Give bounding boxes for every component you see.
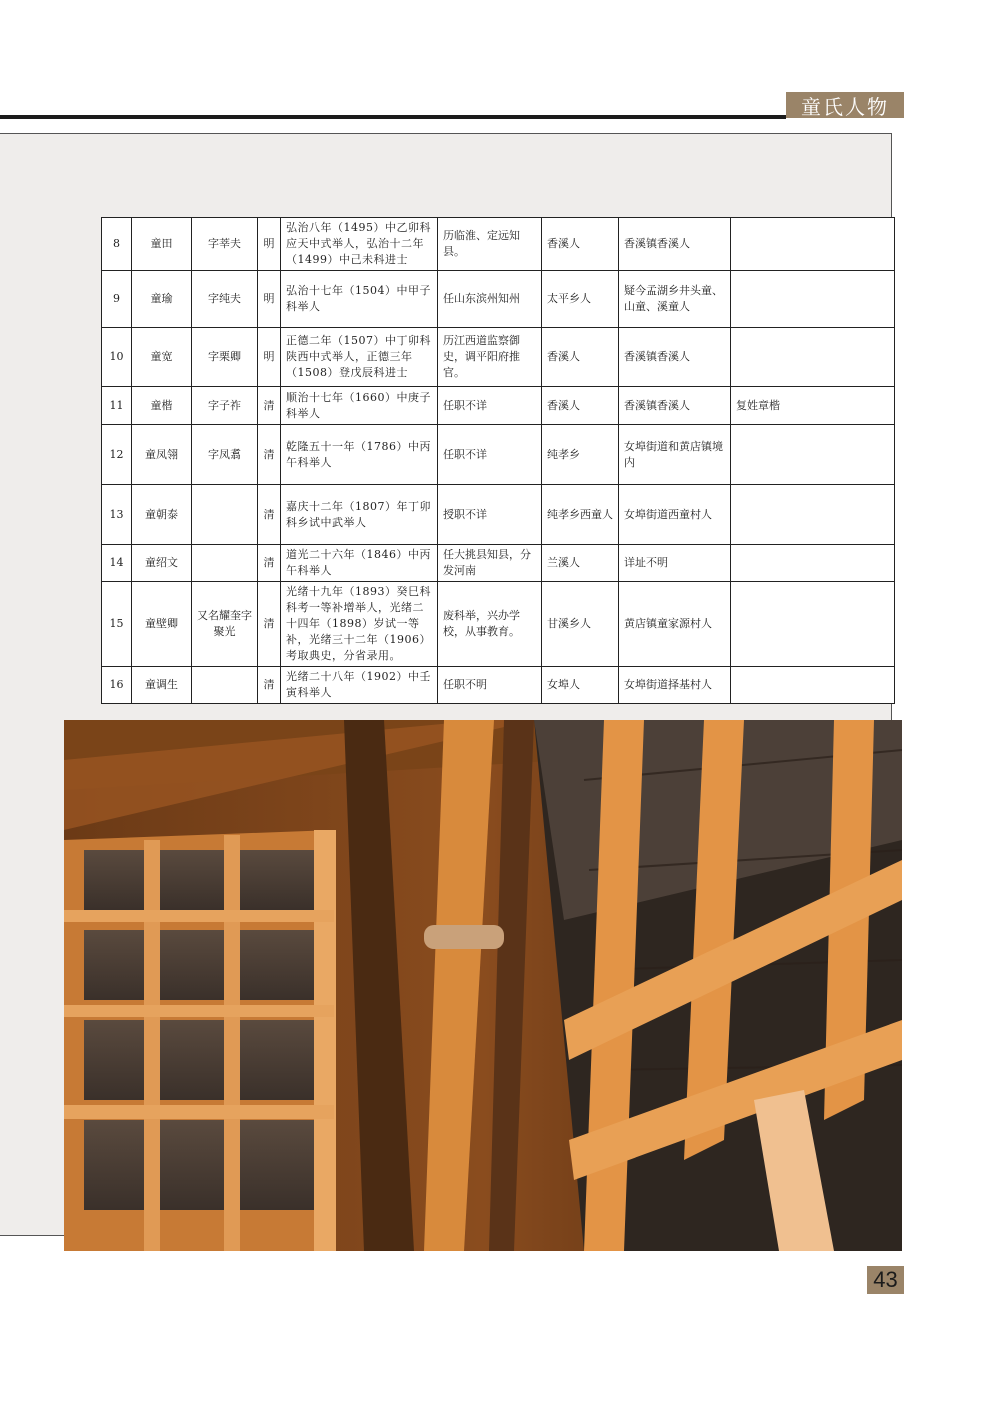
table-row [102, 545, 895, 582]
cell-now: 香溪镇香溪人 [619, 328, 731, 387]
cell-dynasty: 清 [258, 667, 281, 704]
woodblock-shelves-illustration [64, 720, 902, 1251]
cell-now: 女埠街道择基村人 [619, 667, 731, 704]
cell-note: 复姓章楷 [731, 387, 895, 425]
cell-dynasty: 明 [258, 218, 281, 271]
cell-zi [192, 667, 258, 704]
cell-office: 任职不详 [438, 387, 542, 425]
table-row [102, 582, 895, 667]
cell-achievement: 道光二十六年（1846）中丙午科举人 [281, 545, 438, 582]
cell-num: 12 [102, 425, 132, 485]
cell-dynasty: 清 [258, 387, 281, 425]
table-row [102, 271, 895, 328]
cell-note [731, 545, 895, 582]
cell-zi: 字凤翥 [192, 425, 258, 485]
table-row [102, 218, 895, 271]
cell-office: 废科举，兴办学校，从事教育。 [438, 582, 542, 667]
cell-now: 女埠街道西童村人 [619, 485, 731, 545]
cell-note [731, 218, 895, 271]
cell-now: 香溪镇香溪人 [619, 218, 731, 271]
cell-num: 15 [102, 582, 132, 667]
cell-office: 任山东滨州知州 [438, 271, 542, 328]
section-title: 童氏人物 [801, 94, 889, 119]
cell-achievement: 乾隆五十一年（1786）中丙午科举人 [281, 425, 438, 485]
cell-name: 童瑜 [132, 271, 192, 328]
cell-origin: 女埠人 [542, 667, 619, 704]
cell-dynasty: 清 [258, 582, 281, 667]
cell-num: 14 [102, 545, 132, 582]
cell-zi [192, 485, 258, 545]
table-row [102, 425, 895, 485]
cell-name: 童壁卿 [132, 582, 192, 667]
cell-dynasty: 明 [258, 328, 281, 387]
cell-now: 女埠街道和黄店镇境内 [619, 425, 731, 485]
cell-achievement: 嘉庆十二年（1807）年丁卯科乡试中武举人 [281, 485, 438, 545]
cell-office: 任职不详 [438, 425, 542, 485]
page-number-text: 43 [873, 1267, 898, 1292]
cell-num: 10 [102, 328, 132, 387]
cell-note [731, 425, 895, 485]
cell-zi [192, 545, 258, 582]
header-rule [0, 115, 786, 119]
cell-achievement: 弘治十七年（1504）中甲子科举人 [281, 271, 438, 328]
cell-zi: 字莘夫 [192, 218, 258, 271]
cell-num: 11 [102, 387, 132, 425]
cell-dynasty: 清 [258, 485, 281, 545]
cell-office: 历江西道监察御史，调平阳府推官。 [438, 328, 542, 387]
figures-table [101, 217, 895, 704]
cell-origin: 香溪人 [542, 387, 619, 425]
cell-name: 童调生 [132, 667, 192, 704]
cell-num: 9 [102, 271, 132, 328]
cell-achievement: 顺治十七年（1660）中庚子科举人 [281, 387, 438, 425]
page-number [867, 1266, 904, 1294]
cell-origin: 纯孝乡西童人 [542, 485, 619, 545]
cell-zi: 字栗卿 [192, 328, 258, 387]
cell-origin: 太平乡人 [542, 271, 619, 328]
cell-note [731, 582, 895, 667]
cell-office: 授职不详 [438, 485, 542, 545]
cell-num: 16 [102, 667, 132, 704]
cell-zi: 字子祚 [192, 387, 258, 425]
cell-now: 详址不明 [619, 545, 731, 582]
cell-name: 童田 [132, 218, 192, 271]
cell-note [731, 667, 895, 704]
cell-note [731, 485, 895, 545]
cell-origin: 兰溪人 [542, 545, 619, 582]
table-row [102, 667, 895, 704]
cell-note [731, 328, 895, 387]
cell-note [731, 271, 895, 328]
cell-dynasty: 清 [258, 545, 281, 582]
cell-achievement: 正德二年（1507）中丁卯科陕西中式举人，正德三年（1508）登戊辰科进士 [281, 328, 438, 387]
cell-origin: 纯孝乡 [542, 425, 619, 485]
cell-dynasty: 明 [258, 271, 281, 328]
cell-office: 任职不明 [438, 667, 542, 704]
cell-dynasty: 清 [258, 425, 281, 485]
cell-name: 童绍文 [132, 545, 192, 582]
table-row [102, 387, 895, 425]
cell-office: 历临淮、定远知县。 [438, 218, 542, 271]
cell-achievement: 弘治八年（1495）中乙卯科应天中式举人，弘治十二年（1499）中己未科进士 [281, 218, 438, 271]
cell-origin: 香溪人 [542, 218, 619, 271]
cell-now: 香溪镇香溪人 [619, 387, 731, 425]
cell-achievement: 光绪二十八年（1902）中壬寅科举人 [281, 667, 438, 704]
cell-num: 13 [102, 485, 132, 545]
cell-origin: 甘溪乡人 [542, 582, 619, 667]
table-row [102, 328, 895, 387]
woodblock-library-photo [64, 720, 902, 1251]
cell-name: 童朝泰 [132, 485, 192, 545]
cell-name: 童宽 [132, 328, 192, 387]
table-row [102, 485, 895, 545]
cell-now: 疑今孟湖乡井头童、山童、溪童人 [619, 271, 731, 328]
cell-zi: 字纯夫 [192, 271, 258, 328]
cell-zi: 又名耀奎字聚光 [192, 582, 258, 667]
cell-now: 黄店镇童家源村人 [619, 582, 731, 667]
cell-achievement: 光绪十九年（1893）癸巳科科考一等补增举人，光绪二十四年（1898）岁试一等补，光绪三十二年（1906）考取典史，分省录用。 [281, 582, 438, 667]
cell-office: 任大挑县知县，分发河南 [438, 545, 542, 582]
cell-name: 童凤翎 [132, 425, 192, 485]
cell-origin: 香溪人 [542, 328, 619, 387]
cell-num: 8 [102, 218, 132, 271]
section-title-tab [786, 92, 904, 118]
cell-name: 童楷 [132, 387, 192, 425]
